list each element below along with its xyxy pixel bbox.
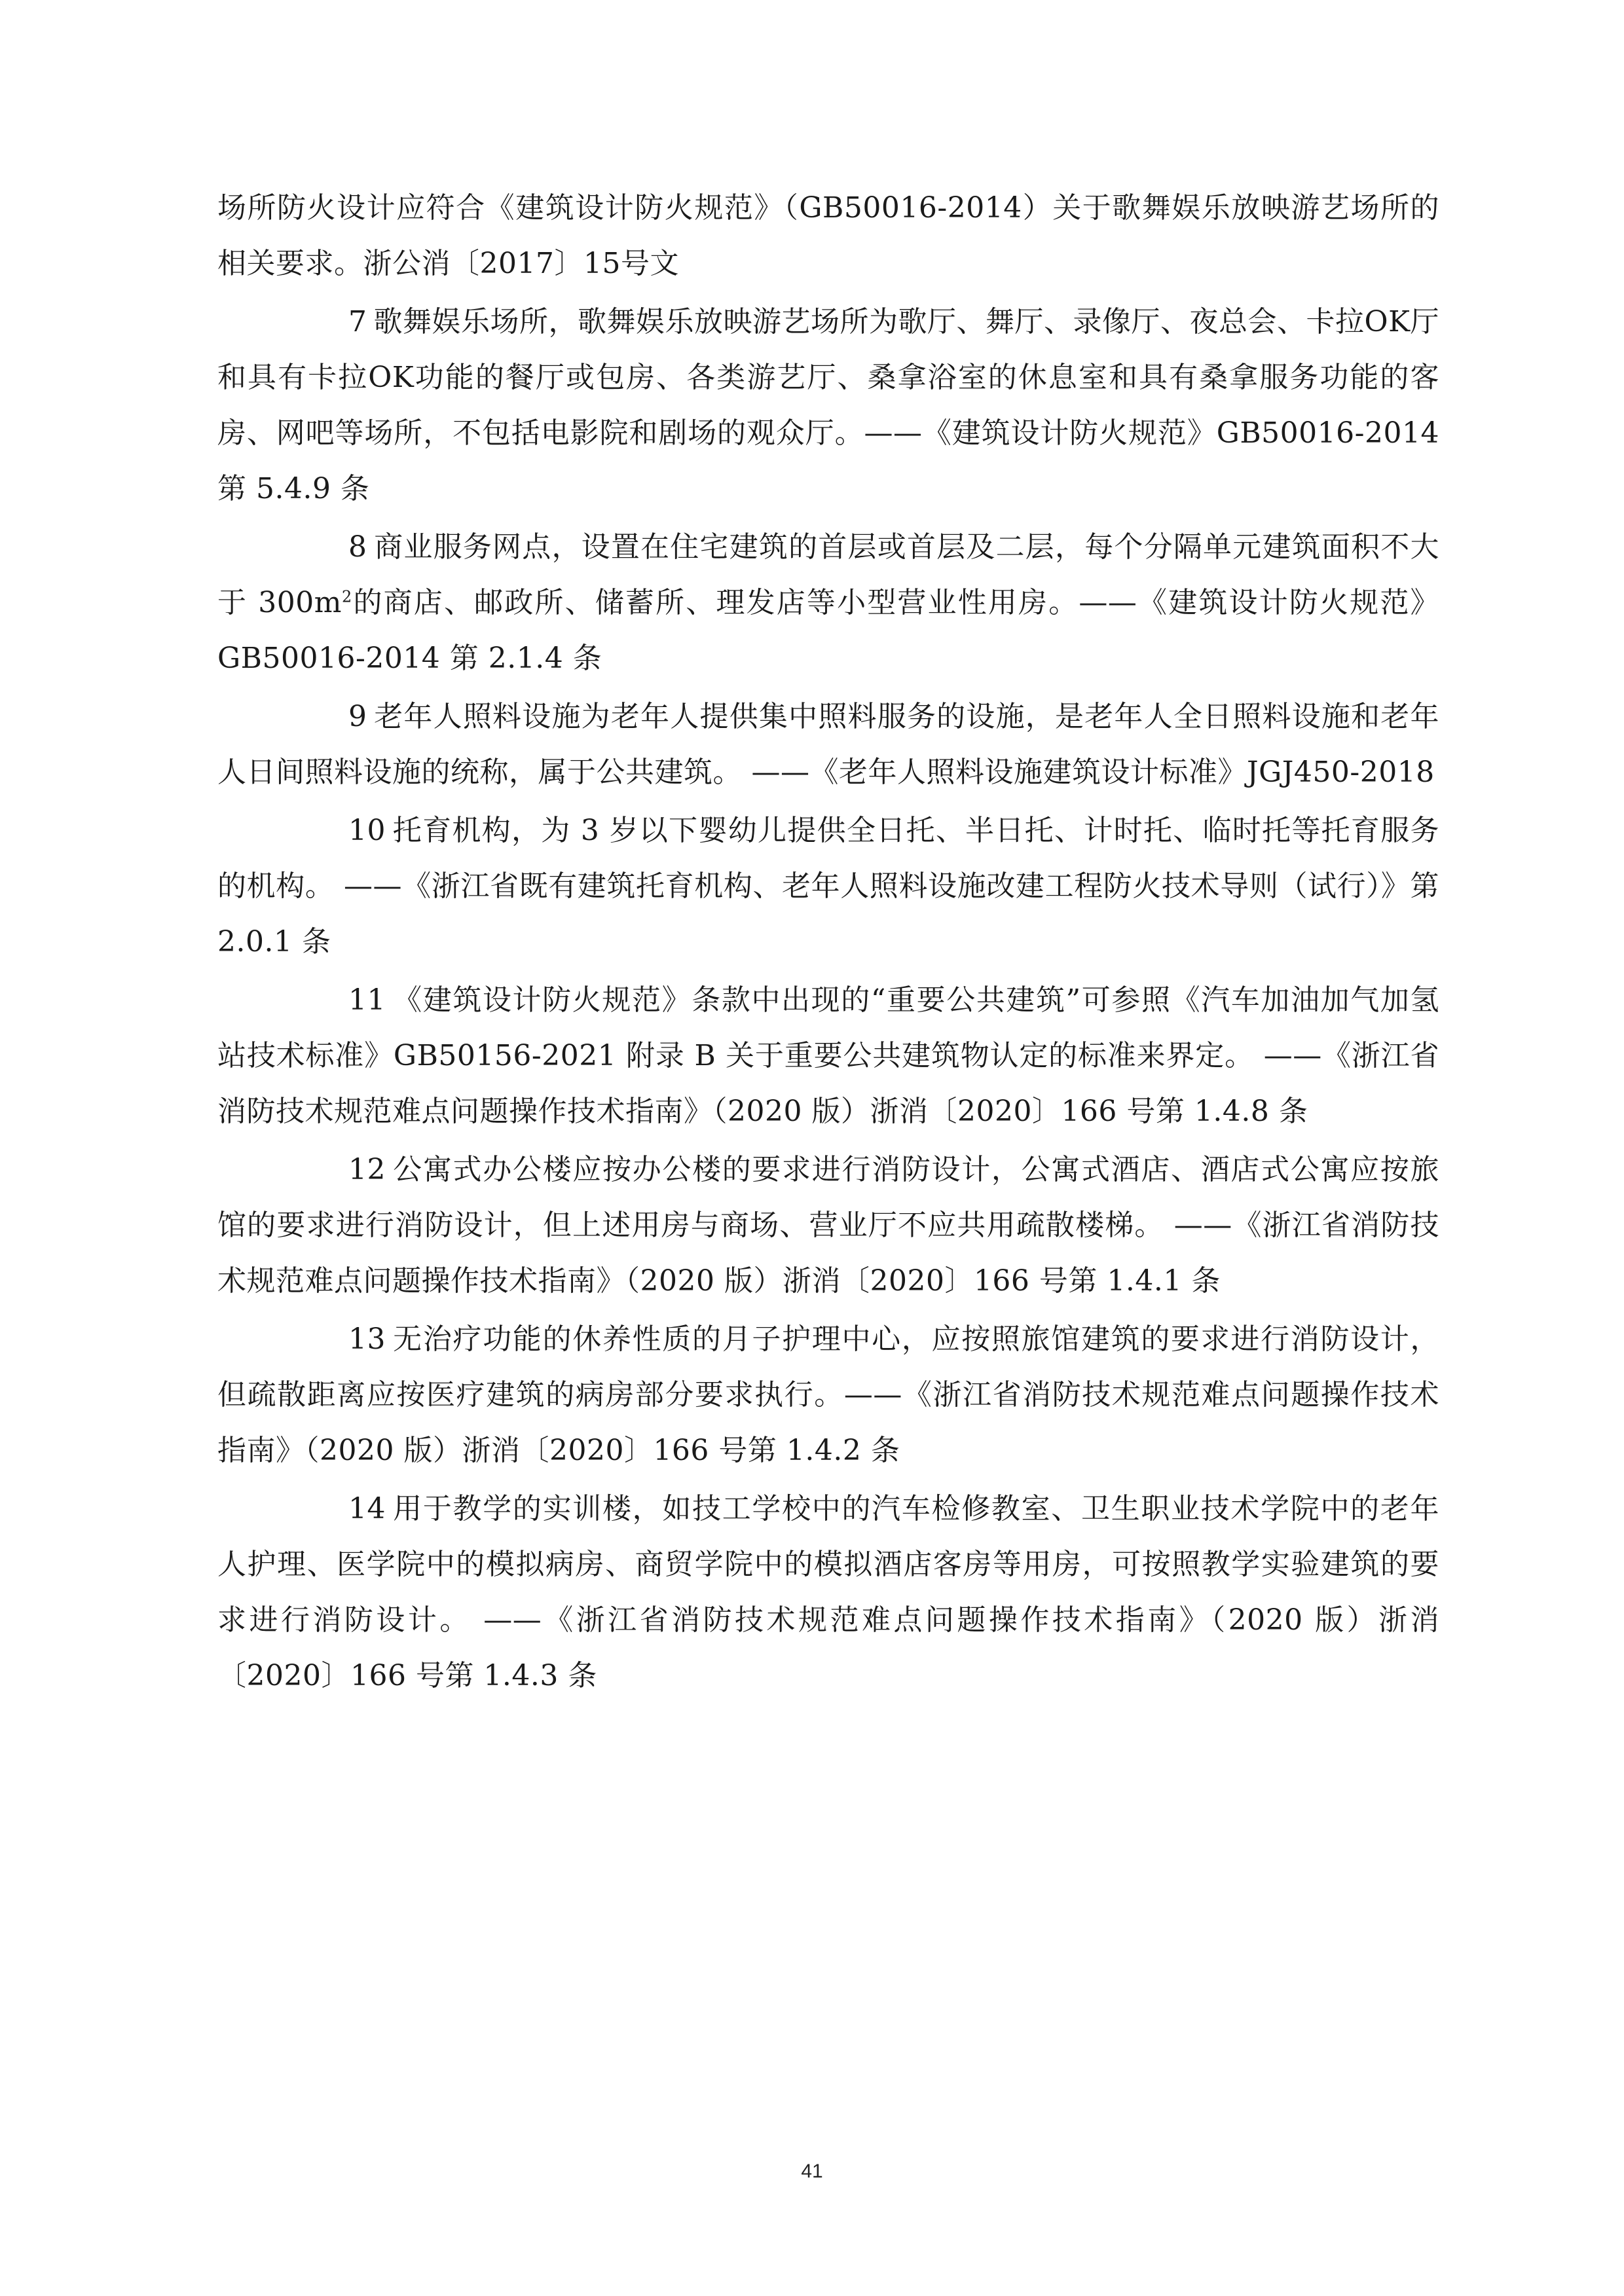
clause-item-13 xyxy=(217,1311,1439,1478)
clause-number: 13 xyxy=(348,1322,386,1356)
clause-number: 10 xyxy=(348,814,386,847)
clause-item-9 xyxy=(217,689,1439,800)
clause-text: 歌舞娱乐场所，歌舞娱乐放映游艺场所为歌厅、舞厅、录像厅、夜总会、卡拉OK厅和具有卡拉OK功能的餐厅或包房、各类游艺厅、桑拿浴室的休息室和具有桑拿服务功能的客房、网吧等场所，不包括电影院和剧场的观众厅。——《建筑设计防火规范》GB50016-2014 第 5.4.9 条 xyxy=(217,305,1439,505)
page-number: 41 xyxy=(801,2160,823,2182)
clause-text: 用于教学的实训楼，如技工学校中的汽车检修教室、卫生职业技术学院中的老年人护理、医学院中的模拟病房、商贸学院中的模拟酒店客房等用房，可按照教学实验建筑的要求进行消防设计。 ——《浙江省消防技术规范难点问题操作技术指南》（2020 版）浙消〔2020〕166 号第 1.4.3 条 xyxy=(217,1492,1439,1692)
clause-item-7 xyxy=(217,294,1439,517)
clause-item-11 xyxy=(217,972,1439,1139)
clause-text: 《建筑设计防火规范》条款中出现的“重要公共建筑”可参照《汽车加油加气加氢站技术标准》GB50156-2021 附录 B 关于重要公共建筑物认定的标准来界定。 ——《浙江省消防技术规范难点问题操作技术指南》（2020 版）浙消〔2020〕166 号第 1.4.8 条 xyxy=(217,983,1439,1128)
clause-item-12 xyxy=(217,1142,1439,1309)
clause-text: 托育机构，为 3 岁以下婴幼儿提供全日托、半日托、计时托、临时托等托育服务的机构。 ——《浙江省既有建筑托育机构、老年人照料设施改建工程防火技术导则（试行）》第 2.0.1 条 xyxy=(217,814,1439,958)
clause-number: 12 xyxy=(348,1153,386,1186)
continuation-paragraph: 场所防火设计应符合《建筑设计防火规范》（GB50016-2014）关于歌舞娱乐放映游艺场所的相关要求。浙公消〔2017〕15号文 xyxy=(217,191,1439,280)
clause-number: 9 xyxy=(348,700,367,733)
clause-item-10 xyxy=(217,803,1439,970)
clause-item-14 xyxy=(217,1481,1439,1704)
clause-text-continued: 的商店、邮政所、储蓄所、理发店等小型营业性用房。——《建筑设计防火规范》GB50016-2014 第 2.1.4 条 xyxy=(217,586,1439,675)
clause-text: 商业服务网点，设置在住宅建筑的首层或首层及二层，每个分隔单元建筑面积不大于 300m xyxy=(217,530,1439,619)
clause-number: 11 xyxy=(348,983,386,1017)
document-body xyxy=(217,180,1439,1706)
clause-number: 14 xyxy=(348,1492,386,1525)
clause-number: 7 xyxy=(348,305,367,338)
clause-number: 8 xyxy=(348,530,367,564)
clause-item-8 xyxy=(217,519,1439,686)
clause-text: 老年人照料设施为老年人提供集中照料服务的设施，是老年人全日照料设施和老年人日间照料设施的统称，属于公共建筑。 ——《老年人照料设施建筑设计标准》JGJ450-2018 xyxy=(217,700,1439,789)
superscript-exponent: 2 xyxy=(342,587,352,606)
clause-text: 公寓式办公楼应按办公楼的要求进行消防设计，公寓式酒店、酒店式公寓应按旅馆的要求进行消防设计，但上述用房与商场、营业厅不应共用疏散楼梯。 ——《浙江省消防技术规范难点问题操作技术指南》（2020 版）浙消〔2020〕166 号第 1.4.1 条 xyxy=(217,1153,1439,1298)
clause-text: 无治疗功能的休养性质的月子护理中心，应按照旅馆建筑的要求进行消防设计，但疏散距离应按医疗建筑的病房部分要求执行。——《浙江省消防技术规范难点问题操作技术指南》（2020 版）浙消〔2020〕166 号第 1.4.2 条 xyxy=(217,1322,1439,1467)
